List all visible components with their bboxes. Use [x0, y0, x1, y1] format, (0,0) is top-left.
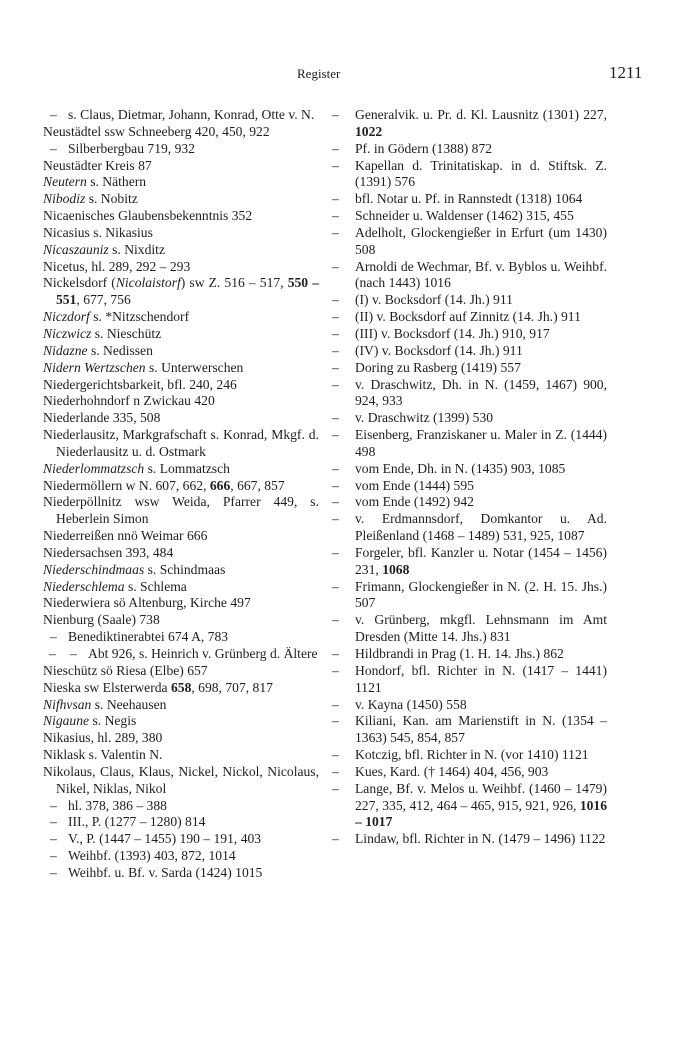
- entry-text: Kues, Kard. († 1464) 404, 456, 903: [355, 763, 549, 779]
- entry-text: v. Kayna (1450) 558: [355, 696, 467, 712]
- entry-text: Kotczig, bfl. Richter in N. (vor 1410) 1121: [355, 747, 589, 763]
- entry-text: , 677, 756: [76, 292, 131, 308]
- index-subentry: [332, 781, 607, 832]
- index-entry: [43, 528, 319, 545]
- entry-text: Schneider u. Waldenser (1462) 315, 455: [355, 208, 574, 224]
- subentry-body: [355, 360, 607, 377]
- subentry-body: [355, 343, 607, 360]
- index-entry: [43, 174, 319, 191]
- subentry-body: [68, 831, 319, 848]
- entry-dash: –: [332, 157, 339, 173]
- index-entry: [43, 410, 319, 427]
- index-subentry: [332, 208, 607, 225]
- index-subentry: [43, 646, 319, 663]
- entry-text: Weihbf. (1393) 403, 872, 1014: [68, 848, 236, 864]
- index-subentry: [43, 629, 319, 646]
- index-entry: [43, 764, 319, 798]
- entry-page-ref-bold: 658: [170, 679, 192, 695]
- entry-dash: –: [50, 797, 57, 813]
- subentry-body: [355, 697, 607, 714]
- entry-text: Nicasius s. Nikasius: [43, 224, 153, 240]
- entry-dash: –: [332, 292, 339, 308]
- entry-dash: –: [50, 848, 57, 864]
- index-subentry: [332, 545, 607, 579]
- index-subentry: [332, 747, 607, 764]
- index-entry: [43, 259, 319, 276]
- index-subentry: [43, 107, 319, 124]
- entry-dash: –: [332, 325, 339, 341]
- entry-page-ref-bold: 1016 – 1017: [355, 797, 607, 830]
- entry-historic-name: Neutern: [43, 174, 87, 190]
- entry-text: vom Ende (1444) 595: [355, 477, 474, 493]
- entry-text: s. Schindmaas: [144, 561, 226, 577]
- index-entry: [43, 595, 319, 612]
- index-entry: [43, 208, 319, 225]
- index-entry: [43, 562, 319, 579]
- subentry-body: [355, 781, 607, 832]
- index-subentry: [332, 225, 607, 259]
- entry-historic-name: Niederschlema: [43, 578, 125, 594]
- entry-text: s. Näthern: [86, 174, 147, 190]
- entry-text: Adelholt, Glockengießer in Erfurt (um 1430) 508: [355, 224, 607, 257]
- entry-dash: –: [70, 646, 77, 661]
- entry-text: s. Nieschütz: [91, 325, 162, 341]
- entry-dash: –: [332, 696, 339, 712]
- entry-dash: –: [332, 713, 339, 729]
- subentry-body: [355, 158, 607, 192]
- entry-page-ref-bold: 1022: [355, 123, 383, 139]
- entry-text: Doring zu Rasberg (1419) 557: [355, 359, 521, 375]
- entry-dash: –: [332, 612, 339, 628]
- entry-dash: –: [332, 258, 339, 274]
- index-subentry: [43, 831, 319, 848]
- entry-historic-name: Nibodiz: [43, 191, 86, 207]
- index-subentry: [332, 141, 607, 158]
- subentry-body: [355, 494, 607, 511]
- entry-text: Lindaw, bfl. Richter in N. (1479 – 1496) 1122: [355, 831, 606, 847]
- index-entry: [43, 713, 319, 730]
- entry-text: , 667, 857: [230, 477, 285, 493]
- index-entry: [43, 494, 319, 528]
- index-subentry: [332, 494, 607, 511]
- subentry-body: [355, 713, 607, 747]
- entry-dash: –: [332, 477, 339, 493]
- entry-text: Niederlausitz, Markgrafschaft s. Konrad, Mkgf. d. Niederlausitz u. d. Ostmark: [43, 427, 319, 459]
- subentry-body: [68, 848, 319, 865]
- entry-dash: –: [49, 646, 56, 661]
- entry-historic-name: Niczdorf: [43, 309, 90, 325]
- entry-text: Niederlande 335, 508: [43, 410, 161, 426]
- index-subentry: [332, 410, 607, 427]
- entry-dash: –: [332, 646, 339, 661]
- entry-text: Hildbrandi in Prag (1. H. 14. Jhs.) 862: [355, 646, 564, 661]
- entry-text: Niedersachsen 393, 484: [43, 544, 174, 560]
- index-subentry: [332, 764, 607, 781]
- entry-dash: –: [50, 629, 57, 645]
- entry-text: vom Ende (1492) 942: [355, 494, 474, 510]
- index-subentry: [332, 377, 607, 411]
- index-subentry: [332, 158, 607, 192]
- subentry-body: [355, 545, 607, 579]
- entry-historic-name: Niederschindmaas: [43, 561, 145, 577]
- page-header: [0, 63, 700, 86]
- subentry-body: [355, 410, 607, 427]
- index-subentry: [332, 612, 607, 646]
- subentry-body: [355, 259, 607, 293]
- index-entry: [43, 242, 319, 259]
- entry-dash: –: [50, 140, 57, 156]
- index-entry: [43, 663, 319, 680]
- entry-historic-name: Nicolaistorf: [115, 275, 181, 291]
- entry-dash: –: [332, 376, 339, 392]
- entry-text: s. Lommatzsch: [144, 460, 230, 476]
- entry-dash: –: [332, 410, 339, 426]
- entry-text: Kiliani, Kan. am Marienstift in N. (1354 – 1363) 545, 854, 857: [355, 713, 607, 746]
- entry-dash: –: [332, 208, 339, 224]
- subentry-body: [88, 646, 319, 663]
- entry-dash: –: [332, 544, 339, 560]
- entry-text: s. Nixditz: [108, 241, 165, 257]
- subentry-body: [355, 191, 607, 208]
- subentry-body: [355, 208, 607, 225]
- entry-historic-name: Niczwicz: [43, 325, 92, 341]
- entry-dash: –: [332, 780, 339, 796]
- entry-dash: –: [332, 427, 339, 443]
- index-subentry: [332, 511, 607, 545]
- subentry-body: [68, 798, 319, 815]
- entry-historic-name: Nidern Wertzschen: [43, 359, 146, 375]
- entry-dash: –: [50, 864, 57, 880]
- entry-text: Nieschütz sö Riesa (Elbe) 657: [43, 662, 208, 678]
- entry-dash: –: [332, 747, 339, 763]
- subentry-body: [68, 107, 319, 124]
- index-subentry: [43, 865, 319, 882]
- subentry-body: [355, 579, 607, 613]
- subentry-body: [355, 747, 607, 764]
- entry-text: bfl. Notar u. Pf. in Rannstedt (1318) 1064: [355, 191, 583, 207]
- entry-dash: –: [332, 578, 339, 594]
- subentry-body: [355, 646, 607, 663]
- index-subentry: [332, 697, 607, 714]
- subentry-body: [355, 309, 607, 326]
- index-subentry: [332, 309, 607, 326]
- index-entry: [43, 343, 319, 360]
- entry-page-ref-bold: 666: [209, 477, 231, 493]
- entry-text: Nikolaus, Claus, Klaus, Nickel, Nickol, Nicolaus, Nikel, Niklas, Nikol: [43, 763, 319, 796]
- index-entry: [43, 680, 319, 697]
- index-entry: [43, 191, 319, 208]
- entry-text: Benediktinerabtei 674 A, 783: [68, 629, 229, 645]
- entry-page-ref-bold: 1068: [382, 561, 410, 577]
- index-subentry: [43, 814, 319, 831]
- index-subentry: [332, 461, 607, 478]
- entry-text: Arnoldi de Wechmar, Bf. v. Byblos u. Weihbf. (nach 1443) 1016: [355, 258, 607, 291]
- index-subentry: [43, 848, 319, 865]
- entry-text: (I) v. Bocksdorf (14. Jh.) 911: [355, 292, 513, 308]
- entry-dash: –: [332, 831, 339, 847]
- entry-text: Silberbergbau 719, 932: [68, 140, 195, 156]
- running-title: Register: [297, 66, 341, 81]
- entry-dash: –: [332, 140, 339, 156]
- entry-text: III., P. (1277 – 1280) 814: [68, 814, 206, 830]
- entry-dash: –: [332, 460, 339, 476]
- entry-dash: –: [332, 224, 339, 240]
- entry-text: Generalvik. u. Pr. d. Kl. Lausnitz (1301) 227,: [355, 107, 607, 122]
- entry-text: Niedermöllern w N. 607, 662,: [43, 477, 210, 493]
- entry-text: V., P. (1447 – 1455) 190 – 191, 403: [68, 831, 262, 847]
- index-column-left: [43, 107, 319, 882]
- entry-dash: –: [332, 511, 339, 527]
- index-entry: [43, 275, 319, 309]
- index-column-right: [332, 107, 607, 848]
- entry-text: Niederwiera sö Altenburg, Kirche 497: [43, 595, 251, 611]
- entry-dash: –: [50, 107, 57, 122]
- index-subentry: [332, 831, 607, 848]
- subentry-body: [355, 141, 607, 158]
- entry-text: Niederpöllnitz wsw Weida, Pfarrer 449, s. Heberlein Simon: [43, 494, 319, 527]
- index-entry: [43, 579, 319, 596]
- entry-dash: –: [332, 662, 339, 678]
- index-entry: [43, 427, 319, 461]
- index-entry: [43, 697, 319, 714]
- index-subentry: [332, 292, 607, 309]
- subentry-body: [355, 478, 607, 495]
- entry-text: Nicaenisches Glaubensbekenntnis 352: [43, 208, 253, 224]
- entry-text: Nickelsdorf (: [43, 275, 116, 291]
- entry-text: s. Nobitz: [85, 191, 138, 207]
- subentry-body: [355, 511, 607, 545]
- entry-historic-name: Nidazne: [43, 342, 88, 358]
- entry-text: s. Neehausen: [91, 696, 167, 712]
- index-subentry: [332, 326, 607, 343]
- entry-dash: –: [332, 191, 339, 207]
- index-entry: [43, 309, 319, 326]
- index-subentry: [332, 191, 607, 208]
- entry-text: v. Draschwitz (1399) 530: [355, 410, 494, 426]
- entry-historic-name: Nigaune: [43, 713, 90, 729]
- entry-text: s. Nedissen: [87, 342, 153, 358]
- entry-text: s. Claus, Dietmar, Johann, Konrad, Otte v. N.: [68, 107, 315, 122]
- index-entry: [43, 393, 319, 410]
- index-subentry: [332, 663, 607, 697]
- subentry-body: [355, 377, 607, 411]
- entry-text: Kapellan d. Trinitatiskap. in d. Stiftsk. Z. (1391) 576: [355, 157, 607, 190]
- subentry-body: [68, 865, 319, 882]
- entry-text: Nienburg (Saale) 738: [43, 612, 160, 628]
- index-subentry: [332, 646, 607, 663]
- entry-text: v. Draschwitz, Dh. in N. (1459, 1467) 900, 924, 933: [355, 376, 607, 409]
- entry-text: ) sw Z. 516 – 517,: [180, 275, 288, 291]
- index-subentry: [43, 798, 319, 815]
- index-entry: [43, 545, 319, 562]
- entry-text: , 698, 707, 817: [191, 679, 273, 695]
- index-subentry: [332, 713, 607, 747]
- entry-dash: –: [332, 763, 339, 779]
- entry-text: Neustädter Kreis 87: [43, 157, 152, 173]
- subentry-body: [355, 427, 607, 461]
- subentry-body: [355, 831, 607, 848]
- index-entry: [43, 326, 319, 343]
- entry-dash: –: [332, 107, 339, 122]
- entry-text: Niedergerichtsbarkeit, bfl. 240, 246: [43, 376, 237, 392]
- entry-page-ref-bold: 550 – 551: [56, 275, 319, 308]
- subentry-body: [68, 141, 319, 158]
- entry-text: vom Ende, Dh. in N. (1435) 903, 1085: [355, 460, 566, 476]
- entry-text: Abt 926, s. Heinrich v. Grünberg d. Ältere: [88, 646, 318, 661]
- subentry-body: [355, 292, 607, 309]
- entry-dash: –: [332, 359, 339, 375]
- index-subentry: [332, 360, 607, 377]
- subentry-body: [355, 612, 607, 646]
- entry-dash: –: [332, 342, 339, 358]
- entry-text: s. Negis: [89, 713, 137, 729]
- entry-dash: –: [50, 814, 57, 830]
- subentry-body: [355, 107, 607, 141]
- entry-text: Forgeler, bfl. Kanzler u. Notar (1454 – 1456) 231,: [355, 544, 607, 577]
- subentry-body: [355, 461, 607, 478]
- entry-dash: –: [332, 494, 339, 510]
- entry-text: v. Erdmannsdorf, Domkantor u. Ad. Pleißenland (1468 – 1489) 531, 925, 1087: [355, 511, 607, 544]
- index-subentry: [332, 343, 607, 360]
- index-entry: [43, 730, 319, 747]
- entry-text: Hondorf, bfl. Richter in N. (1417 – 1441) 1121: [355, 662, 607, 695]
- entry-text: hl. 378, 386 – 388: [68, 797, 167, 813]
- index-subentry: [332, 478, 607, 495]
- entry-text: Eisenberg, Franziskaner u. Maler in Z. (1444) 498: [355, 427, 607, 459]
- entry-text: Pf. in Gödern (1388) 872: [355, 140, 493, 156]
- entry-text: Weihbf. u. Bf. v. Sarda (1424) 1015: [68, 864, 263, 880]
- subentry-body: [355, 663, 607, 697]
- entry-text: Nicetus, hl. 289, 292 – 293: [43, 258, 191, 274]
- entry-text: v. Grünberg, mkgfl. Lehnsmann im Amt Dresden (Mitte 14. Jhs.) 831: [355, 612, 607, 645]
- entry-text: (IV) v. Bocksdorf (14. Jh.) 911: [355, 342, 523, 358]
- entry-text: (III) v. Bocksdorf (14. Jh.) 910, 917: [355, 325, 550, 341]
- entry-text: (II) v. Bocksdorf auf Zinnitz (14. Jh.) 911: [355, 309, 581, 325]
- entry-text: s. Schlema: [124, 578, 187, 594]
- subentry-body: [355, 764, 607, 781]
- index-subentry: [332, 579, 607, 613]
- index-entry: [43, 377, 319, 394]
- entry-text: Niklask s. Valentin N.: [43, 747, 163, 763]
- index-subentry: [332, 107, 607, 141]
- entry-dash: –: [332, 309, 339, 325]
- index-subentry: [332, 259, 607, 293]
- entry-text: s. Unterwerschen: [145, 359, 244, 375]
- entry-historic-name: Niederlommatzsch: [43, 460, 145, 476]
- entry-text: Niederreißen nnö Weimar 666: [43, 528, 208, 544]
- index-entry: [43, 478, 319, 495]
- subentry-body: [355, 225, 607, 259]
- index-entry: [43, 158, 319, 175]
- page-number: 1211: [609, 63, 643, 82]
- index-entry: [43, 225, 319, 242]
- subentry-body: [355, 326, 607, 343]
- entry-dash: –: [50, 831, 57, 847]
- entry-text: s. *Nitzschendorf: [89, 309, 190, 325]
- subentry-body: [68, 814, 319, 831]
- entry-text: Niederhohndorf n Zwickau 420: [43, 393, 215, 409]
- index-entry: [43, 124, 319, 141]
- entry-historic-name: Nifhvsan: [43, 696, 92, 712]
- entry-text: Nikasius, hl. 289, 380: [43, 730, 163, 746]
- index-entry: [43, 461, 319, 478]
- entry-text: Nieska sw Elsterwerda: [43, 679, 171, 695]
- entry-text: Lange, Bf. v. Melos u. Weihbf. (1460 – 1479) 227, 335, 412, 464 – 465, 915, 921, 926,: [355, 780, 607, 813]
- index-entry: [43, 360, 319, 377]
- entry-text: Neustädtel ssw Schneeberg 420, 450, 922: [43, 123, 270, 139]
- entry-text: Frimann, Glockengießer in N. (2. H. 15. Jhs.) 507: [355, 578, 607, 611]
- subentry-body: [68, 629, 319, 646]
- index-subentry: [332, 427, 607, 461]
- entry-historic-name: Nicaszauniz: [43, 241, 109, 257]
- index-entry: [43, 747, 319, 764]
- index-entry: [43, 612, 319, 629]
- index-subentry: [43, 141, 319, 158]
